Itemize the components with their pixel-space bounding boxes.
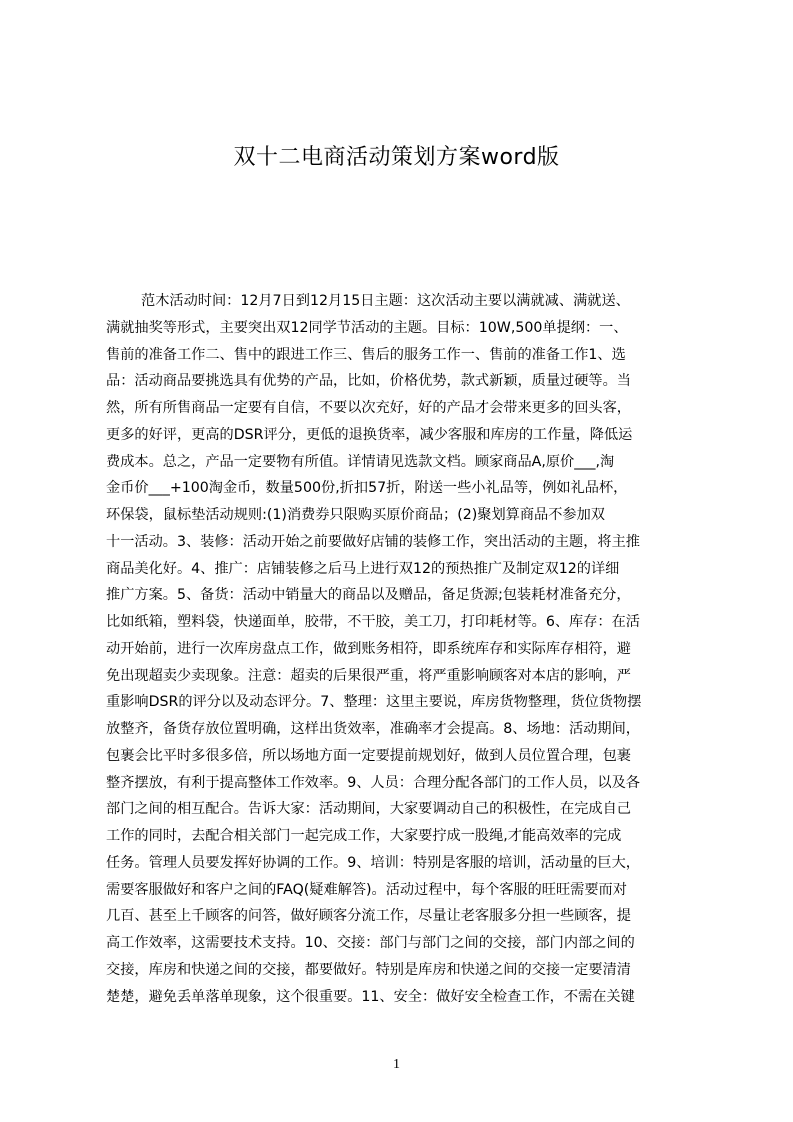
body-line: 免出现超卖少卖现象。注意：超卖的后果很严重，将严重影响顾客对本店的影响，严 bbox=[106, 667, 631, 684]
body-line: 重影响DSR的评分以及动态评分。7、整理：这里主要说，库房货物整理，货位货物摆 bbox=[106, 694, 642, 711]
body-line: 费成本。总之，产品一定要物有所值。详情请见选款文档。顾家商品A,原价___,淘 bbox=[106, 453, 615, 470]
body-line: 高工作效率，这需要技术支持。10、交接：部门与部门之间的交接，部门内部之间的 bbox=[106, 935, 635, 951]
body-line: 任务。管理人员要发挥好协调的工作。9、培训：特别是客服的培训，活动量的巨大， bbox=[106, 854, 640, 871]
body-line: 整齐摆放，有利于提高整体工作效率。9、人员：合理分配各部门的工作人员，以及各 bbox=[106, 774, 640, 791]
body-line: 售前的准备工作二、售中的跟进工作三、售后的服务工作一、售前的准备工作1、选 bbox=[106, 346, 626, 363]
body-line: 满就抽奖等形式，主要突出双12同学节活动的主题。目标：10W,500单提纲：一、 bbox=[106, 319, 628, 336]
body-line: 范木活动时间：12月7日到12月15日主题：这次活动主要以满就减、满就送、 bbox=[141, 293, 630, 309]
body-line: 包裹会比平时多很多倍，所以场地方面一定要提前规划好，做到人员位置合理，包裹 bbox=[106, 747, 631, 764]
body-line: 更多的好评，更高的DSR评分，更低的退换货率，减少客服和库房的工作量，降低运 bbox=[106, 426, 633, 443]
body-line: 工作的同时，去配合相关部门一起完成工作，大家要拧成一股绳,才能高效率的完成 bbox=[106, 828, 622, 844]
body-line: 环保袋，鼠标垫活动规则:(1)消费券只限购买原价商品；(2)聚划算商品不参加双 bbox=[106, 507, 605, 523]
body-line: 商品美化好。4、推广：店铺装修之后马上进行双12的预热推广及制定双12的详细 bbox=[106, 560, 620, 577]
body-line: 需要客服做好和客户之间的FAQ(疑难解答)。活动过程中，每个客服的旺旺需要而对 bbox=[106, 881, 627, 898]
body-line: 金币价___+100淘金币，数量500份,折扣57折，附送一些小礼品等，例如礼品杯， bbox=[106, 480, 628, 497]
body-line: 品：活动商品要挑选具有优势的产品，比如，价格优势，款式新颖，质量过硬等。当 bbox=[106, 373, 631, 390]
body-line: 然，所有所售商品一定要有自信，不要以次充好，好的产品才会带来更多的回头客， bbox=[106, 400, 631, 416]
body-line: 交接，库房和快递之间的交接，都要做好。特别是库房和快递之间的交接一定要清清 bbox=[106, 961, 631, 978]
body-line: 十一活动。3、装修：活动开始之前要做好店铺的装修工作，突出活动的主题，将主推 bbox=[106, 533, 640, 550]
document-body bbox=[106, 288, 696, 1030]
body-line: 推广方案。5、备货：活动中销量大的商品以及赠品，备足货源;包装耗材准备充分， bbox=[106, 587, 631, 604]
body-line: 比如纸箱，塑料袋，快递面单，胶带，不干胶，美工刀，打印耗材等。6、库存：在活 bbox=[106, 614, 640, 630]
document-title: 双十二电商活动策划方案word版 bbox=[233, 145, 560, 170]
body-line: 楚楚，避免丢单落单现象，这个很重要。11、安全：做好安全检查工作，不需在关键 bbox=[106, 988, 635, 1005]
body-line: 部门之间的相互配合。告诉大家：活动期间，大家要调动自己的积极性，在完成自己 bbox=[106, 801, 631, 818]
body-line: 放整齐，备货存放位置明确，这样出货效率，准确率才会提高。8、场地：活动期间， bbox=[106, 721, 640, 737]
body-line: 几百、甚至上千顾客的问答，做好顾客分流工作，尽量让老客服多分担一些顾客，提 bbox=[106, 908, 631, 925]
page-number: 1 bbox=[393, 1057, 400, 1072]
body-line: 动开始前，进行一次库房盘点工作，做到账务相符，即系统库存和实际库存相符，避 bbox=[106, 640, 631, 657]
